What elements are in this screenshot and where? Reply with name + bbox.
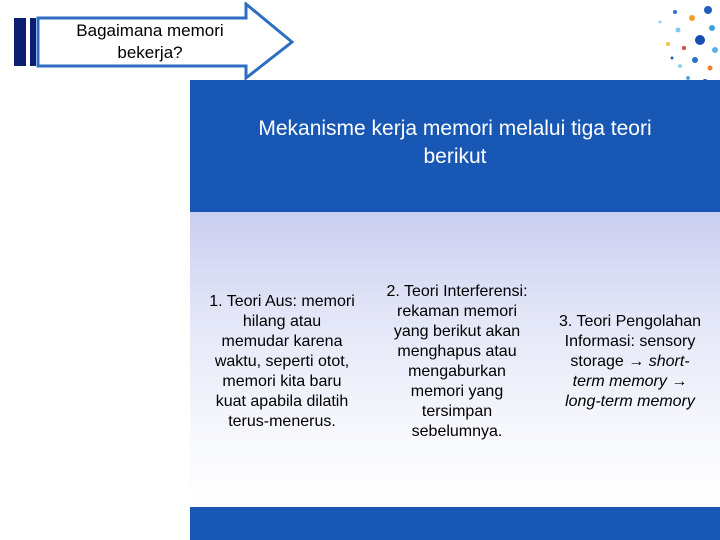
text-line — [540, 352, 720, 372]
text-line: tersimpan — [421, 403, 493, 420]
text-line: kuat apabila dilatih — [215, 393, 349, 410]
text-line: 3. Teori Pengolahan — [558, 313, 702, 330]
text-line — [540, 372, 720, 392]
title-line: Bagaimana memori — [76, 21, 224, 40]
text-line: hilang atau — [242, 313, 322, 330]
text-fragment: short- — [648, 353, 690, 370]
text-line: terus-menerus. — [228, 413, 336, 430]
text-line: 2. Teori Interferensi: — [386, 283, 528, 300]
page-title — [40, 20, 260, 64]
theory-aus — [192, 292, 372, 432]
text-line: sebelumnya. — [411, 423, 503, 440]
theory-interferensi — [372, 282, 542, 442]
text-line: memori yang — [410, 383, 504, 400]
arrow-right-icon: → — [671, 373, 688, 390]
text-line: Informasi: sensory — [564, 333, 696, 350]
heading-line: berikut — [423, 145, 487, 168]
text-line: long-term memory — [565, 393, 695, 410]
panel-footer — [190, 507, 720, 540]
text-line: rekaman memori — [396, 303, 518, 320]
heading-line: Mekanisme kerja memori melalui tiga teori — [258, 117, 652, 140]
panel-heading — [200, 115, 710, 171]
text-fragment: storage — [570, 353, 624, 370]
theory-pengolahan — [540, 312, 720, 412]
text-line: mengaburkan — [408, 363, 506, 380]
title-line: bekerja? — [117, 43, 183, 62]
text-line: memudar karena — [221, 333, 343, 350]
text-fragment: term memory — [572, 373, 667, 390]
text-line: 1. Teori Aus: memori — [209, 293, 355, 310]
arrow-right-icon: → — [628, 353, 645, 370]
text-line: yang berikut akan — [393, 323, 521, 340]
text-line: menghapus atau — [397, 343, 517, 360]
text-line: memori kita baru — [222, 373, 342, 390]
text-line: waktu, seperti otot, — [214, 353, 350, 370]
